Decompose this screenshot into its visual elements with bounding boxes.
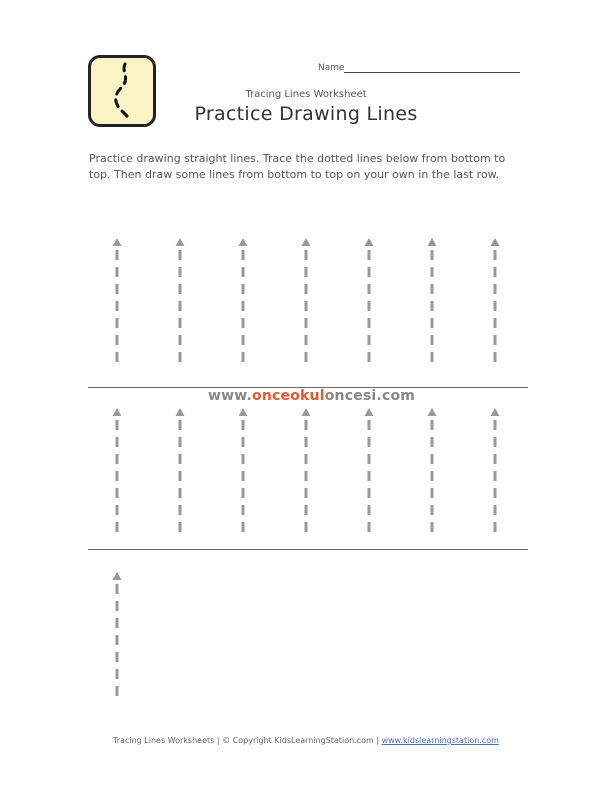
up-arrow-icon <box>428 238 437 246</box>
footer-link[interactable]: www.kidslearningstation.com <box>381 736 499 745</box>
tracing-line[interactable] <box>428 238 437 364</box>
worksheet-subtitle: Tracing Lines Worksheet <box>245 89 367 100</box>
tracing-line[interactable] <box>491 408 500 534</box>
up-arrow-icon <box>491 238 500 246</box>
tracing-line[interactable] <box>239 408 248 534</box>
tracing-line[interactable] <box>176 238 185 364</box>
tracing-line[interactable] <box>176 408 185 534</box>
name-label: Name <box>318 63 345 73</box>
tracing-line[interactable] <box>302 238 311 364</box>
tracing-line[interactable] <box>491 238 500 364</box>
page-title: Practice Drawing Lines <box>194 103 418 125</box>
tracing-line[interactable] <box>365 238 374 364</box>
up-arrow-icon <box>365 408 374 416</box>
tracing-line[interactable] <box>428 408 437 534</box>
up-arrow-icon <box>302 238 311 246</box>
up-arrow-icon <box>365 238 374 246</box>
up-arrow-icon <box>239 408 248 416</box>
up-arrow-icon <box>113 408 122 416</box>
up-arrow-icon <box>113 238 122 246</box>
instructions-text: Practice drawing straight lines. Trace the dotted lines below from bottom to top. Then draw some lines from bottom to top on your own in the last row. <box>89 152 506 181</box>
tracing-line[interactable] <box>365 408 374 534</box>
tracing-line[interactable] <box>302 408 311 534</box>
up-arrow-icon <box>491 408 500 416</box>
tracing-line[interactable] <box>113 408 122 534</box>
up-arrow-icon <box>302 408 311 416</box>
up-arrow-icon <box>176 408 185 416</box>
tracing-line[interactable] <box>113 238 122 364</box>
up-arrow-icon <box>239 238 248 246</box>
tracing-line[interactable] <box>239 238 248 364</box>
up-arrow-icon <box>176 238 185 246</box>
up-arrow-icon <box>428 408 437 416</box>
tracing-line[interactable] <box>113 572 122 698</box>
watermark: www.onceokuloncesi.com <box>208 388 416 404</box>
up-arrow-icon <box>113 572 122 580</box>
footer <box>0 736 612 745</box>
footer-text: Tracing Lines Worksheets | © Copyright KidsLearningStation.com | <box>113 736 382 745</box>
